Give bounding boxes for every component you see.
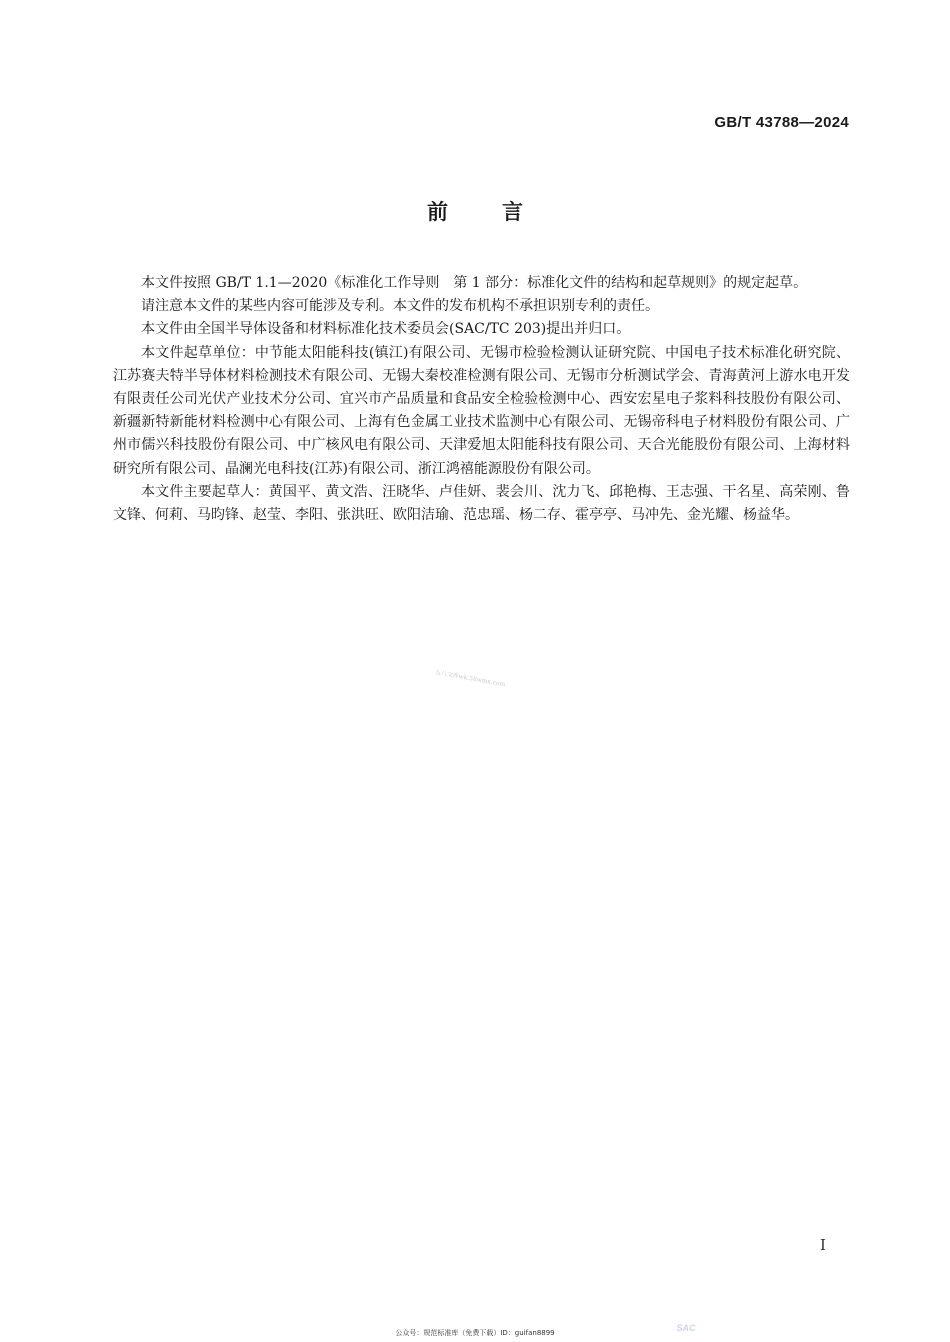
paragraph-patent-notice: 请注意本文件的某些内容可能涉及专利。本文件的发布机构不承担识别专利的责任。 [141, 298, 659, 315]
foreword-body [113, 272, 850, 527]
page-title: 前言 [427, 200, 577, 224]
paragraph-drafting-units: 本文件起草单位：中节能太阳能科技(镇江)有限公司、无锡市检验检测认证研究院、中国电子技术标准化研究院、江苏赛夫特半导体材料检测技术有限公司、无锡大秦校准检测有限公司、无锡市分析测试学会、青海黄河上游水电开发有限责任公司光伏产业技术分公司、宜兴市产品质量和食品安全检验检测中心、西安宏星电子浆料科技股份有限公司、新疆新特新能材料检测中心有限公司、上海有色金属工业技术监测中心有限公司、无锡帝科电子材料股份有限公司、广州市儒兴科技股份有限公司、中广核风电有限公司、天津爱旭太阳能科技有限公司、天合光能股份有限公司、上海材料研究所有限公司、晶澜光电科技(江苏)有限公司、浙江鸿禧能源股份有限公司。 [113, 344, 850, 477]
paragraph-drafters: 本文件主要起草人：黄国平、黄文浩、汪晓华、卢佳妍、裴会川、沈力飞、邱艳梅、王志强、干名星、高荣刚、鲁文锋、何莉、马昀锋、赵莹、李阳、张洪旺、欧阳洁瑜、范忠瑶、杨二存、霍亭亭、马冲先、金光耀、杨益华。 [113, 483, 850, 524]
footer-note: 公众号：规范标准库（免费下载）ID：guifan8899 [395, 1329, 555, 1337]
paragraph-committee: 本文件由全国半导体设备和材料标准化技术委员会(SAC/TC 203)提出并归口。 [141, 321, 631, 338]
document-code: GB/T 43788—2024 [714, 114, 849, 131]
page-number: I [820, 1236, 826, 1254]
sac-logo-icon: SAC [676, 1323, 696, 1333]
paragraph-drafting-rules: 本文件按照 GB/T 1.1—2020《标准化工作导则 第 1 部分：标准化文件的结构和起草规则》的规定起草。 [141, 275, 808, 291]
watermark: 五八文库wk.58wmx.com [434, 668, 506, 689]
